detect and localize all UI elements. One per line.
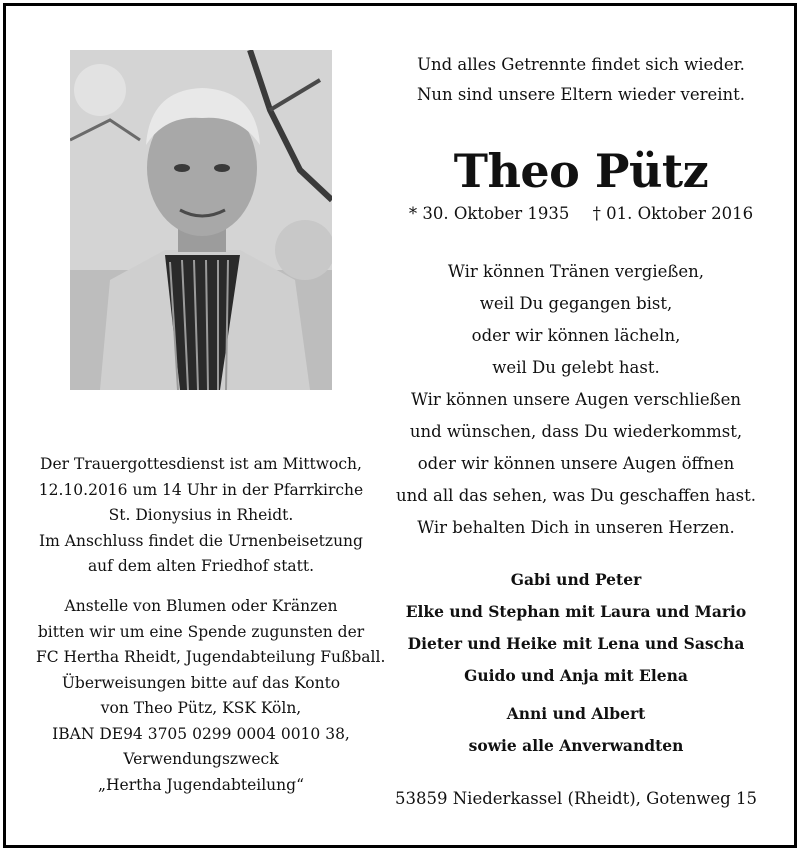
- quote: [406, 50, 756, 110]
- poem-line: oder wir können unsere Augen öffnen: [417, 454, 735, 473]
- donation-line: Überweisungen bitte auf das Konto: [61, 673, 341, 692]
- portrait-image: [70, 50, 332, 390]
- poem-line: weil Du gelebt hast.: [492, 358, 660, 377]
- donation-line: bitten wir um eine Spende zugunsten der: [37, 622, 365, 641]
- poem-line: und wünschen, dass Du wiederkommst,: [409, 422, 743, 441]
- mourner-line: sowie alle Anverwandten: [468, 736, 684, 755]
- funeral-service-info: [36, 452, 366, 580]
- mourner-line: Elke und Stephan mit Laura und Mario: [405, 602, 747, 621]
- life-dates: [406, 202, 756, 226]
- poem-line: Wir können unsere Augen verschließen: [410, 390, 742, 409]
- death-date: † 01. Oktober 2016: [592, 204, 754, 223]
- obituary-frame: [3, 3, 797, 848]
- poem-line: oder wir können lächeln,: [471, 326, 681, 345]
- poem-line: weil Du gegangen bist,: [479, 294, 673, 313]
- mourner-line: Anni und Albert: [506, 704, 646, 723]
- poem: [396, 256, 756, 544]
- quote-line: Nun sind unsere Eltern wieder vereint.: [416, 85, 746, 104]
- service-line: Im Anschluss findet die Urnenbeisetzung: [39, 531, 363, 550]
- donation-line: Verwendungszweck: [123, 750, 279, 768]
- birth-date: * 30. Oktober 1935: [408, 204, 570, 223]
- quote-line: Und alles Getrennte findet sich wieder.: [417, 55, 745, 74]
- portrait-photo: [70, 50, 332, 390]
- mourner-line: Gabi und Peter: [510, 570, 642, 589]
- donation-line: IBAN DE94 3705 0299 0004 0010 38,: [52, 724, 350, 743]
- donation-line: von Theo Pütz, KSK Köln,: [100, 699, 302, 717]
- service-line: Der Trauergottesdienst ist am Mittwoch,: [40, 455, 362, 473]
- deceased-name: Theo Pütz: [453, 144, 709, 198]
- service-line: 12.10.2016 um 14 Uhr in der Pfarrkirche: [38, 480, 364, 499]
- service-line: St. Dionysius in Rheidt.: [108, 506, 294, 524]
- mourner-line: Dieter und Heike mit Lena und Sascha: [407, 634, 745, 653]
- donation-line: „Hertha Jugendabteilung“: [98, 775, 304, 794]
- poem-line: und all das sehen, was Du geschaffen hast.: [396, 486, 756, 505]
- donation-line: Anstelle von Blumen oder Kränzen: [64, 597, 338, 615]
- mourner-line: Guido und Anja mit Elena: [464, 666, 688, 685]
- poem-line: Wir können Tränen vergießen,: [447, 262, 705, 281]
- poem-line: Wir behalten Dich in unseren Herzen.: [417, 518, 735, 537]
- donation-line: FC Hertha Rheidt, Jugendabteilung Fußball.: [36, 648, 386, 666]
- family-address: 53859 Niederkassel (Rheidt), Gotenweg 15: [395, 789, 757, 808]
- donation-info: [36, 594, 386, 798]
- mourners: [396, 564, 756, 762]
- service-line: auf dem alten Friedhof statt.: [87, 557, 315, 575]
